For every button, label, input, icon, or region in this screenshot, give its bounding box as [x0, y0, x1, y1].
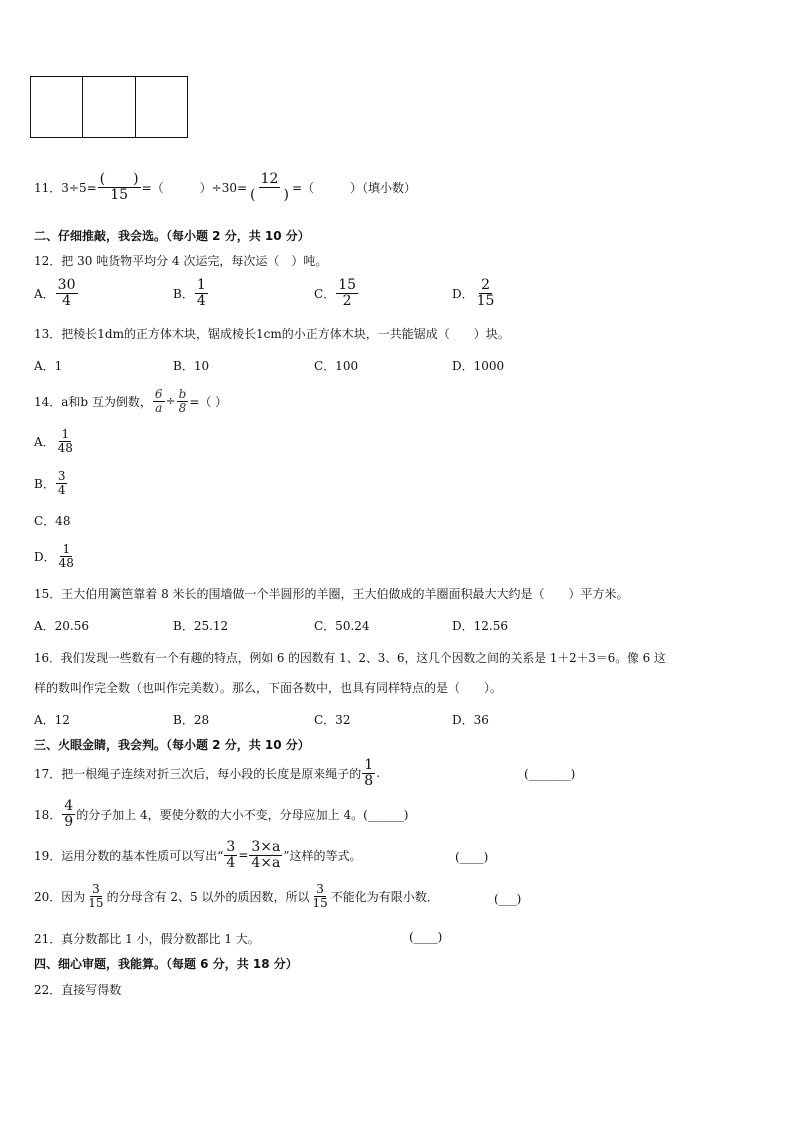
question-16-line-1: 16．我们发现一些数有一个有趣的特点，例如 6 的因数有 1、2、3、6，这几个因数之间的关系是 1＋2＋3＝6。像 6 这	[34, 651, 666, 665]
q11-prefix: 11．3÷5=	[34, 180, 97, 195]
q14-option-a[interactable]: A． $\frac{1}{48}$	[34, 427, 73, 455]
q15-option-a[interactable]: A．20.56	[34, 619, 90, 633]
q15-option-b[interactable]: B．25.12	[173, 619, 229, 633]
q17-answer-blank[interactable]: (_______)	[524, 767, 576, 781]
grid-cell	[31, 77, 83, 137]
q11-fraction-2: $\frac{12}{( )}$	[250, 171, 289, 203]
q12-option-c[interactable]: C． $\frac{15}{2}$	[314, 277, 357, 309]
q14-option-b[interactable]: B． $\frac{3}{4}$	[34, 469, 66, 497]
q13-option-c[interactable]: C．100	[314, 359, 359, 373]
question-11	[34, 172, 416, 202]
q16-option-c[interactable]: C．32	[314, 713, 351, 727]
q15-option-c[interactable]: C．50.24	[314, 619, 370, 633]
q16-option-d[interactable]: D．36	[452, 713, 489, 727]
q21-answer-blank[interactable]: (____)	[409, 930, 443, 944]
q11-suffix: =（ ）（填小数）	[291, 180, 417, 195]
q11-fraction-1: $\frac{( )}{15}$	[99, 171, 139, 203]
q13-option-d[interactable]: D．1000	[452, 359, 505, 373]
question-22: 22．直接写得数	[34, 983, 122, 997]
question-13: 13．把棱长1dm的正方体木块，锯成棱长1cm的小正方体木块，一共能锯成（ ）块。	[34, 327, 510, 341]
q20-answer-blank[interactable]: (___)	[494, 892, 522, 906]
section-4-heading: 四、细心审题，我能算。（每题 6 分，共 18 分）	[34, 957, 298, 971]
q11-middle: =（ ）÷30=	[141, 180, 248, 195]
q19-answer-blank[interactable]: (____)	[455, 850, 489, 864]
q12-option-a[interactable]: A． $\frac{30}{4}$	[34, 277, 76, 309]
question-18: 18． $\frac{4}{9}$ 的分子加上 4，要使分数的大小不变，分母应加上 4。(______)	[34, 798, 409, 830]
question-12: 12．把 30 吨货物平均分 4 次运完，每次运（ ）吨。	[34, 254, 328, 268]
question-16-line-2: 样的数叫作完全数（也叫作完美数）。那么，下面各数中，也具有同样特点的是（ ）。	[34, 681, 503, 695]
grid-cell	[83, 77, 135, 137]
q13-option-b[interactable]: B．10	[173, 359, 210, 373]
q14-option-c[interactable]: C．48	[34, 514, 71, 528]
question-20: 20．因为 $\frac{3}{15}$ 的分母含有 2、5 以外的质因数，所以 $\frac{3}{15}$ 不能化为有限小数．	[34, 882, 439, 910]
question-17: 17．把一根绳子连续对折三次后，每小段的长度是原来绳子的 $\frac{1}{8}$ .	[34, 757, 381, 789]
q14-fraction-2: $\frac{b}{8}$	[178, 387, 187, 415]
answer-grid	[30, 76, 188, 138]
q13-option-a[interactable]: A．1	[34, 359, 63, 373]
question-15: 15．王大伯用篱笆靠着 8 米长的围墙做一个半圆形的羊圈，王大伯做成的羊圈面积最大大约是（ ）平方米。	[34, 587, 629, 601]
q15-option-d[interactable]: D．12.56	[452, 619, 508, 633]
q14-option-d[interactable]: D． $\frac{1}{48}$	[34, 542, 74, 570]
question-21: 21．真分数都比 1 小，假分数都比 1 大。	[34, 932, 260, 946]
q14-fraction-1: $\frac{6}{a}$	[154, 387, 163, 415]
q12-option-b[interactable]: B． $\frac{1}{4}$	[173, 277, 206, 309]
question-19: 19．运用分数的基本性质可以写出“ $\frac{3}{4}$ = $\frac{3\times a}{4\times a}$ ”这样的等式。	[34, 839, 362, 871]
q16-option-a[interactable]: A．12	[34, 713, 70, 727]
q12-option-d[interactable]: D． $\frac{2}{15}$	[452, 277, 495, 309]
q16-option-b[interactable]: B．28	[173, 713, 210, 727]
section-3-heading: 三、火眼金睛，我会判。（每小题 2 分，共 10 分）	[34, 738, 310, 752]
question-14: 14．a和b 互为倒数， $\frac{6}{a}$ ÷ $\frac{b}{8}$ =（ ）	[34, 387, 228, 415]
grid-cell	[136, 77, 187, 137]
section-2-heading: 二、仔细推敲，我会选。（每小题 2 分，共 10 分）	[34, 229, 310, 243]
